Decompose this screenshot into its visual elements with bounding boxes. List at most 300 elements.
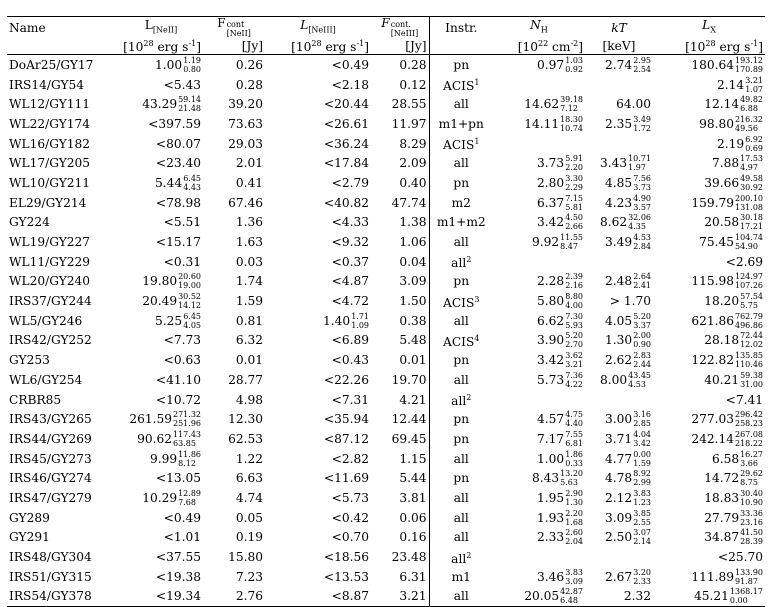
cell-instr: all$^2$ [429,390,493,410]
cell-lx: 122.82 135.85 110.46 [691,351,763,370]
cell-fneii: 6.63 [235,471,263,486]
cell-fneii: 1.74 [235,274,263,289]
cell-lneii: <10.72 [155,392,201,407]
cell-name: WL5/GY246 [9,313,83,328]
cell-lneiii: <26.61 [323,116,369,131]
cell-lx: 27.79 33.36 23.16 [704,508,763,527]
cell-name: IRS45/GY273 [9,451,92,466]
cell-fneiii: 69.45 [371,429,429,449]
cell-lneiii: <2.82 [331,451,369,466]
cell-lneii: <5.51 [163,215,201,230]
cell-kt: 2.32 [585,587,653,607]
table-row [7,409,765,429]
cell-name: WL6/GY254 [9,372,83,387]
cell-kt: 3.71 4.04 3.42 [605,429,651,448]
cell-lneii: 9.99 11.86 8.12 [149,449,201,468]
col-header-name: Name [7,17,119,39]
cell-lneiii: 1.40 1.71 1.09 [323,311,369,330]
cell-instr: all [429,508,493,528]
cell-lx: 20.58 30.18 17.21 [704,213,763,232]
cell-fneii: 0.26 [235,57,263,72]
cell-fneiii: 0.38 [371,311,429,331]
cell-lx: 2.19 6.92 0.69 [717,134,763,153]
cell-kt: 1.30 2.00 0.90 [605,331,651,350]
cell-instr: ACIS$^1$ [429,134,493,154]
cell-instr: pn [429,173,493,193]
cell-kt [585,252,653,272]
cell-nh: 3.42 3.62 3.21 [537,351,583,370]
col-header-fneii: F cont [NeII] [203,17,265,39]
cell-lneiii: <35.94 [323,412,369,427]
cell-fneii: 0.19 [235,530,263,545]
cell-lx: 621.86 762.79 496.86 [691,311,763,330]
cell-fneii: 7.23 [235,569,263,584]
cell-name: IRS46/GY274 [9,471,92,486]
cell-lneii: <1.01 [163,530,201,545]
cell-name: WL17/GY205 [9,156,91,171]
table-row [7,508,765,528]
table-row [7,311,765,331]
cell-fneii: 0.03 [235,254,263,269]
cell-fneiii: 1.38 [371,213,429,233]
cell-fneiii: 5.44 [371,468,429,488]
cell-lx: 159.79 200.10 131.08 [691,193,763,212]
cell-fneiii: 11.97 [371,114,429,134]
cell-name: GY224 [9,215,50,230]
cell-instr: pn [429,350,493,370]
col-header-instr: Instr. [429,17,493,39]
cell-nh: 1.93 2.20 1.68 [537,508,583,527]
cell-kt: 3.00 3.16 2.85 [605,410,651,429]
cell-fneii: 1.36 [235,215,263,230]
cell-lneiii: <0.49 [331,57,369,72]
cell-name: IRS47/GY279 [9,490,92,505]
unit-lx: [$10^{28}$ erg $s^{-1}$] [653,38,765,55]
cell-nh: 2.28 2.39 2.16 [537,272,583,291]
cell-kt: 2.74 2.95 2.54 [605,55,651,74]
cell-name: IRS51/GY315 [9,569,92,584]
cell-kt [585,390,653,410]
table-row [7,272,765,292]
cell-kt [585,547,653,567]
cell-lx: 18.20 57.54 5.75 [704,292,763,311]
cell-fneii: 0.81 [235,313,263,328]
cell-lneii: <41.10 [155,372,201,387]
cell-fneii: 2.01 [235,156,263,171]
cell-fneiii: 0.16 [371,528,429,548]
cell-instr: all [429,311,493,331]
cell-fneii: 0.28 [235,77,263,92]
cell-instr: pn [429,55,493,75]
cell-lneiii: <0.37 [331,254,369,269]
cell-nh [493,390,585,410]
cell-nh: 6.62 7.30 5.93 [537,311,583,330]
cell-fneiii: 3.09 [371,272,429,292]
cell-lneii: <19.38 [155,569,201,584]
cell-fneii: 6.32 [235,333,263,348]
unit-fneii: [Jy] [203,38,265,55]
cell-fneiii: 0.28 [371,55,429,75]
cell-fneiii: 2.09 [371,153,429,173]
cell-kt: 4.05 5.20 3.37 [605,311,651,330]
cell-name: IRS14/GY54 [9,77,85,92]
cell-instr: all [429,370,493,390]
cell-lneiii: <5.73 [331,490,369,505]
cell-fneii: 2.76 [203,587,265,607]
cell-nh: 3.73 5.91 2.20 [537,154,583,173]
table-body [7,55,765,607]
cell-instr: pn [429,409,493,429]
cell-fneii: 73.63 [228,116,263,131]
cell-lneiii: <87.12 [323,431,369,446]
cell-instr: m1+pn [429,114,493,134]
cell-lneiii: <0.70 [331,530,369,545]
cell-nh: 5.80 8.80 4.00 [537,292,583,311]
unit-lneii: [$10^{28}$ erg $s^{-1}$] [119,38,203,55]
cell-instr: all [429,153,493,173]
table-row [7,153,765,173]
cell-kt: 8.62 32.06 4.35 [599,213,651,232]
cell-lneii: 20.49 30.52 14.12 [142,292,201,311]
cell-fneiii: 5.48 [371,331,429,351]
table-row [7,291,765,311]
cell-fneii: 4.74 [235,490,263,505]
table-row [7,350,765,370]
table-row [7,429,765,449]
col-header-lx: $L_X$ [653,17,765,39]
cell-kt: 64.00 [616,97,651,112]
cell-kt: 4.23 4.90 3.57 [605,193,651,212]
cell-lneii: 90.62 117.43 63.85 [137,429,201,448]
cell-nh [493,75,585,95]
cell-instr: all$^2$ [429,252,493,272]
cell-kt: 4.85 7.56 3.73 [605,173,651,192]
cell-fneiii: 1.15 [371,449,429,469]
cell-instr: all$^2$ [429,547,493,567]
table-row [7,94,765,114]
cell-nh: 3.90 5.20 2.70 [537,331,583,350]
cell-kt: 3.43 10.71 1.97 [599,154,651,173]
cell-nh: 3.42 4.50 2.66 [537,213,583,232]
cell-nh: 1.95 2.90 1.30 [537,488,583,507]
cell-fneii: 0.41 [235,175,263,190]
cell-name: IRS42/GY252 [9,333,92,348]
cell-nh: 8.43 13.20 5.63 [531,469,583,488]
cell-instr: all [429,94,493,114]
cell-kt: 3.49 4.53 2.84 [605,233,651,252]
cell-instr: m1 [429,567,493,587]
cell-nh: 2.80 3.30 2.29 [537,173,583,192]
cell-lx: 6.58 16.27 3.66 [711,449,763,468]
cell-lneiii: <4.87 [331,274,369,289]
cell-name: WL22/GY174 [9,116,91,131]
cell-kt: > 1.70 [609,294,651,309]
cell-nh [493,134,585,154]
cell-lx: <2.69 [725,254,763,269]
unit-lneiii: [$10^{28}$ erg $s^{-1}$] [265,38,371,55]
cell-name: GY291 [9,530,50,545]
cell-name: DoAr25/GY17 [9,57,94,72]
cell-lneiii: <9.32 [331,235,369,250]
cell-name: WL20/GY240 [9,274,91,289]
cell-fneiii: 3.21 [371,587,429,607]
cell-fneii: 1.22 [235,451,263,466]
cell-lx: 18.83 30.40 10.90 [704,488,763,507]
cell-lneii: <13.05 [155,471,201,486]
cell-lneii: <0.31 [163,254,201,269]
cell-lneii: 5.44 6.45 4.43 [155,173,201,192]
cell-lneii: 19.80 20.60 19.00 [142,272,201,291]
cell-fneiii: 1.06 [371,232,429,252]
cell-fneii: 29.03 [228,136,263,151]
table-row [7,528,765,548]
cell-kt: 2.62 2.83 2.44 [605,351,651,370]
cell-kt: 2.67 3.20 2.33 [605,567,651,586]
cell-nh: 3.46 3.83 3.09 [537,567,583,586]
cell-name: WL19/GY227 [9,235,91,250]
data-table [7,16,765,607]
cell-lx: <7.41 [725,392,763,407]
cell-name: WL10/GY211 [9,175,91,190]
cell-lx: 45.21 1368.17 0.00 [653,587,765,607]
cell-lneiii: <36.24 [323,136,369,151]
cell-lx: 2.14 3.21 1.07 [717,75,763,94]
cell-fneii: 15.80 [228,550,263,565]
cell-fneii: 39.20 [228,97,263,112]
table-row [7,114,765,134]
cell-lx: 115.98 124.97 107.26 [691,272,763,291]
cell-fneii: 0.05 [235,510,263,525]
cell-fneiii: 19.70 [371,370,429,390]
cell-nh [493,252,585,272]
cell-fneiii: 4.21 [371,390,429,410]
col-header-lneii: $L_{[NeII]}$ [119,17,203,39]
cell-lneii: <78.98 [155,195,201,210]
table-row [7,134,765,154]
cell-lx: 12.14 49.82 6.88 [704,95,763,114]
cell-lx: 28.18 72.44 12.02 [704,331,763,350]
cell-nh: 0.97 1.03 0.92 [537,55,583,74]
cell-fneiii: 6.31 [371,567,429,587]
cell-lneii: <7.73 [163,333,201,348]
cell-lneii: <0.49 [163,510,201,525]
cell-lneiii: <4.33 [331,215,369,230]
cell-fneii: 67.46 [228,195,263,210]
table-row [7,449,765,469]
cell-kt: 2.35 3.49 1.72 [605,114,651,133]
cell-nh: 2.33 2.60 2.04 [537,528,583,547]
cell-instr: pn [429,468,493,488]
cell-fneii: 0.01 [235,353,263,368]
cell-fneiii: 47.74 [371,193,429,213]
col-header-kt: kT [585,17,653,39]
cell-lneiii: <17.84 [323,156,369,171]
cell-nh: 4.57 4.75 4.40 [537,410,583,429]
cell-kt [585,134,653,154]
cell-fneiii: 3.81 [371,488,429,508]
cell-lneiii: <18.56 [323,550,369,565]
table-row [7,232,765,252]
cell-name: WL16/GY182 [9,136,91,151]
cell-lx: 40.21 59.38 31.00 [704,370,763,389]
cell-lx: 39.66 49.58 30.92 [704,173,763,192]
table-row [7,547,765,567]
cell-fneiii: 0.12 [371,75,429,95]
cell-lneii: 261.59 271.32 251.96 [129,410,201,429]
table-row [7,331,765,351]
cell-lneiii: <13.53 [323,569,369,584]
cell-fneiii: 0.01 [371,350,429,370]
cell-kt: 4.78 8.92 2.99 [605,469,651,488]
cell-lneiii: <7.31 [331,392,369,407]
table-row [7,390,765,410]
cell-lneii: 43.29 59.14 21.48 [142,95,201,114]
cell-kt: 3.09 3.85 2.55 [605,508,651,527]
cell-lneiii: <6.89 [331,333,369,348]
cell-instr: all [429,232,493,252]
cell-name: IRS54/GY378 [7,587,119,607]
cell-lx: 7.88 17.53 4.97 [711,154,763,173]
cell-lneii: <15.17 [155,235,201,250]
cell-lx: 111.89 133.90 91.87 [691,567,763,586]
cell-kt: 2.50 3.07 2.14 [605,528,651,547]
cell-kt: 8.00 43.45 4.53 [599,370,651,389]
cell-name: IRS48/GY304 [9,550,92,565]
units-blank [7,38,119,55]
table-row [7,193,765,213]
cell-lx: 242.14 267.08 218.22 [691,429,763,448]
cell-nh: 5.73 7.36 4.22 [537,370,583,389]
cell-lneii: <37.55 [155,550,201,565]
cell-fneiii: 28.55 [371,94,429,114]
cell-instr: ACIS$^4$ [429,331,493,351]
cell-lx: 75.45 104.74 54.90 [699,233,763,252]
cell-fneii: 4.98 [235,392,263,407]
table-row [7,587,765,607]
table-row [7,468,765,488]
cell-fneiii: 12.44 [371,409,429,429]
cell-fneiii: 8.29 [371,134,429,154]
cell-lneii: <19.34 [119,587,203,607]
table-row [7,370,765,390]
cell-name: CRBR85 [9,392,62,407]
table-row [7,488,765,508]
table-row [7,173,765,193]
cell-instr: all [429,449,493,469]
cell-lneii: 5.25 6.45 4.05 [155,311,201,330]
cell-instr: all [429,587,493,607]
units-row [7,38,765,55]
cell-fneii: 12.30 [228,412,263,427]
cell-fneiii: 0.06 [371,508,429,528]
cell-instr: m2 [429,193,493,213]
cell-nh: 14.11 18.30 10.74 [524,114,583,133]
cell-nh: 14.62 39.18 7.12 [524,95,583,114]
cell-lneiii: <40.82 [323,195,369,210]
cell-name: EL29/GY214 [9,195,87,210]
cell-fneiii: 23.48 [371,547,429,567]
cell-lneiii: <20.44 [323,97,369,112]
table-row [7,75,765,95]
cell-kt: 2.48 2.64 2.41 [605,272,651,291]
cell-lneiii: <0.42 [331,510,369,525]
cell-name: IRS43/GY265 [9,412,92,427]
cell-lneii: 10.29 12.89 7.68 [142,488,201,507]
cell-instr: pn [429,272,493,292]
cell-name: WL12/GY111 [9,97,91,112]
cell-fneii: 62.53 [228,431,263,446]
cell-name: WL11/GY229 [9,254,91,269]
table-row [7,567,765,587]
cell-kt: 2.12 3.83 1.23 [605,488,651,507]
cell-fneiii: 1.50 [371,291,429,311]
cell-lx: 98.80 216.32 49.56 [699,114,763,133]
cell-fneiii: 0.04 [371,252,429,272]
cell-name: IRS44/GY269 [9,431,92,446]
cell-instr: all [429,488,493,508]
cell-instr: pn [429,429,493,449]
unit-nh: [$10^{22}$ $cm^{-2}$] [493,38,585,55]
table-row [7,55,765,75]
cell-lneii: <397.59 [148,116,201,131]
cell-nh: 6.37 7.15 5.81 [537,193,583,212]
cell-kt [585,75,653,95]
cell-kt: 4.77 0.00 1.59 [605,449,651,468]
cell-lx: 34.87 41.50 28.39 [704,528,763,547]
cell-nh: 9.92 11.55 8.47 [531,233,583,252]
cell-nh: 20.05 42.87 6.48 [493,587,585,607]
cell-nh [493,547,585,567]
cell-fneii: 1.63 [235,235,263,250]
cell-lx: 277.03 296.42 258.23 [691,410,763,429]
cell-instr: m1+m2 [429,213,493,233]
cell-lx: <25.70 [717,550,763,565]
col-header-fneiii: F cont. [NeIII] [371,17,429,39]
cell-lneii: <80.07 [155,136,201,151]
header-row [7,17,765,39]
unit-fneiii: [Jy] [371,38,429,55]
cell-fneii: 1.59 [235,294,263,309]
cell-name: GY289 [9,510,50,525]
cell-fneii: 28.77 [228,372,263,387]
cell-lneiii: <0.43 [331,353,369,368]
table-row [7,213,765,233]
cell-instr: ACIS$^1$ [429,75,493,95]
cell-lneiii: <8.87 [265,587,371,607]
cell-lneiii: <11.69 [323,471,369,486]
cell-lx: 14.72 29.62 8.75 [704,469,763,488]
cell-lneiii: <2.79 [331,175,369,190]
cell-lneiii: <4.72 [331,294,369,309]
cell-lx: 180.64 193.12 170.89 [691,55,763,74]
table-row [7,252,765,272]
cell-lneii: <23.40 [155,156,201,171]
cell-instr: all [429,528,493,548]
unit-instr [429,38,493,55]
data-table-container [7,16,765,607]
cell-lneii: <5.43 [163,77,201,92]
cell-lneiii: <22.26 [323,372,369,387]
cell-lneii: <0.63 [163,353,201,368]
cell-name: IRS37/GY244 [9,294,92,309]
cell-lneii: 1.00 1.19 0.80 [155,55,201,74]
col-header-nh: $N_H$ [493,17,585,39]
cell-nh: 7.17 7.55 6.81 [537,429,583,448]
cell-lneiii: <2.18 [331,77,369,92]
cell-instr: ACIS$^3$ [429,291,493,311]
cell-fneiii: 0.40 [371,173,429,193]
cell-nh: 1.00 1.86 0.33 [537,449,583,468]
